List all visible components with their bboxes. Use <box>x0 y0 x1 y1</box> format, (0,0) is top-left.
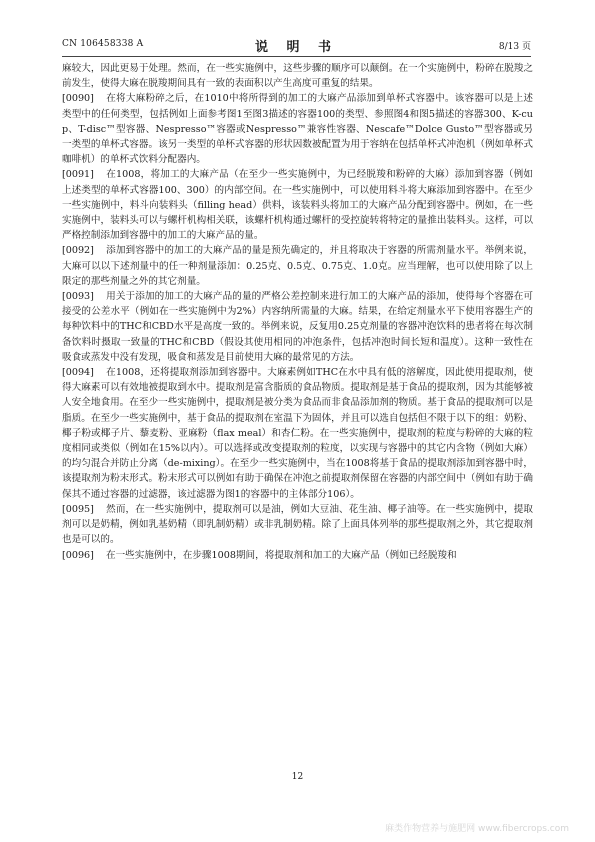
paragraph-text: 添加到容器中的加工的大麻产品的量是预先确定的，并且将取决于容器的所需剂量水平。举例来说，大麻可以以下述剂量中的任一种剂量添加：0.25克、0.5克、0.75克、1.0克。应当理解，也可以使用除了以上限定的那些剂量之外的其它剂量。 <box>62 245 533 287</box>
page-label: 8/13 页 <box>498 42 531 52</box>
paragraph-0090 <box>62 91 533 167</box>
paragraph-text: 在将大麻粉碎之后，在1010中将所得到的加工的大麻产品添加到单杯式容器中。该容器可以是上述类型中的任何类型，包括例如上面参考图1至图3描述的容器100的类型、参照图4和图5描述的容器300、K-cup、T-disc™型容器、Nespresso™容器或Nespresso™兼容性容器、Nescafe™Dolce Gusto™型容器或另一类型的单杯式容器。该另一类型的单杯式容器的形状因数被配置为用于容纳在包括单杯式冲泡机（例如单杯式咖啡机）的单杯式饮料分配器内。 <box>62 93 533 166</box>
paragraph-0093 <box>62 289 533 365</box>
paragraph-number: [0095] <box>62 503 94 515</box>
paragraph-number: [0096] <box>62 549 94 561</box>
patent-number: CN 106458338 A <box>62 39 144 49</box>
paragraph-number: [0090] <box>62 93 94 105</box>
paragraph-continued <box>62 61 533 91</box>
paragraph-0092 <box>62 243 533 289</box>
page-header <box>62 38 531 55</box>
document-title: 说 明 书 <box>254 40 339 55</box>
paragraph-text: 在一些实施例中，在步骤1008期间，将提取剂和加工的大麻产品（例如已经脱羧和 <box>106 549 457 561</box>
paragraph-number: [0093] <box>62 291 94 303</box>
paragraph-number: [0094] <box>62 367 94 379</box>
paragraph-0094 <box>62 365 533 502</box>
paragraph-text: 麻较大，因此更易于处理。然而，在一些实施例中，这些步骤的顺序可以颠倒。在一个实施例中，粉碎在脱羧之前发生，使得大麻在脱羧期间具有一致的表面积以产生高度可重复的结果。 <box>62 63 533 90</box>
paragraph-number: [0091] <box>62 169 94 181</box>
paragraph-0091 <box>62 167 533 243</box>
page-number: 12 <box>291 772 304 782</box>
paragraph-text: 用关于添加的加工的大麻产品的量的严格公差控制来进行加工的大麻产品的添加，使得每个容器在可接受的公差水平（例如在一些实施例中为2%）内容纳所需量的大麻。结果，在给定剂量水平下使用容器生产的每种饮料中的THC和CBD水平是高度一致的。举例来说，反复用0.25克剂量的容器冲泡饮料的患者将在每次制备饮料时摄取一致量的THC和CBD（假设其使用相同的冲泡条件，包括冲泡时间长短和温度）。这种一致性在吸食或蒸发中没有发现，吸食和蒸发是目前使用大麻的最常见的方法。 <box>62 291 533 363</box>
paragraph-0095 <box>62 502 533 548</box>
document-body <box>62 61 533 563</box>
paragraph-number: [0092] <box>62 245 94 257</box>
header-rule <box>62 56 531 57</box>
paragraph-text: 然而，在一些实施例中，提取剂可以是油，例如大豆油、花生油、椰子油等。在一些实施例中，提取剂可以是奶精，例如乳基奶精（即乳制奶精）或非乳制奶精。除了上面具体列举的那些提取剂之外，其它提取剂也是可以的。 <box>62 503 533 546</box>
watermark: 麻类作物营养与施肥网 www.fibercrops.com <box>385 824 569 834</box>
paragraph-text: 在1008，将加工的大麻产品（在至少一些实施例中，为已经脱羧和粉碎的大麻）添加到容器（例如上述类型的单杯式容器100、300）的内部空间。在一些实施例中，可以使用料斗将大麻添加到容器中。在至少一些实施例中，料斗向装料头（filling head）供料，该装料头将加工的大麻产品分配到容器中。例如，在一些实施例中，装料头可以与螺杆机构相关联，该螺杆机构通过螺杆的受控旋转将特定的量推出装料头。这样，可以严格控制添加到容器中的加工的大麻产品的量。 <box>62 169 533 242</box>
paragraph-0096 <box>62 548 533 563</box>
paragraph-text: 在1008，还将提取剂添加到容器中。大麻素例如THC在水中具有低的溶解度，因此使用提取剂，使得大麻素可以有效地被提取到水中。提取剂是富含脂质的食品物质。提取剂是基于食品的提取剂，因为其能够被人安全地食用。在至少一些实施例中，提取剂是被分类为食品而非食品添加剂的物质。基于食品的提取剂可以是脂质。在至少一些实施例中，基于食品的提取剂在室温下为固体，并且可以选自包括但不限于以下的组：奶粉、椰子粉或椰子片、藜麦粉、亚麻粉（flax meal）和杏仁粉。在一些实施例中，提取剂的粒度与粉碎的大麻的粒度相同或类似（例如在15%以内）。可以选择或改变提取剂的粒度，以实现与容器中的其它内含物（例如大麻）的均匀混合并防止分离（de-mixing）。在至少一些实施例中，当在1008将基于食品的提取剂添加到容器中时，该提取剂为粉末形式。粉末形式可以例如有助于确保在冲泡之前提取剂保留在容器的内部空间中（例如有助于确保其不通过容器的过滤器，该过滤器为图1的容器中的主体部分106）。 <box>62 367 533 500</box>
